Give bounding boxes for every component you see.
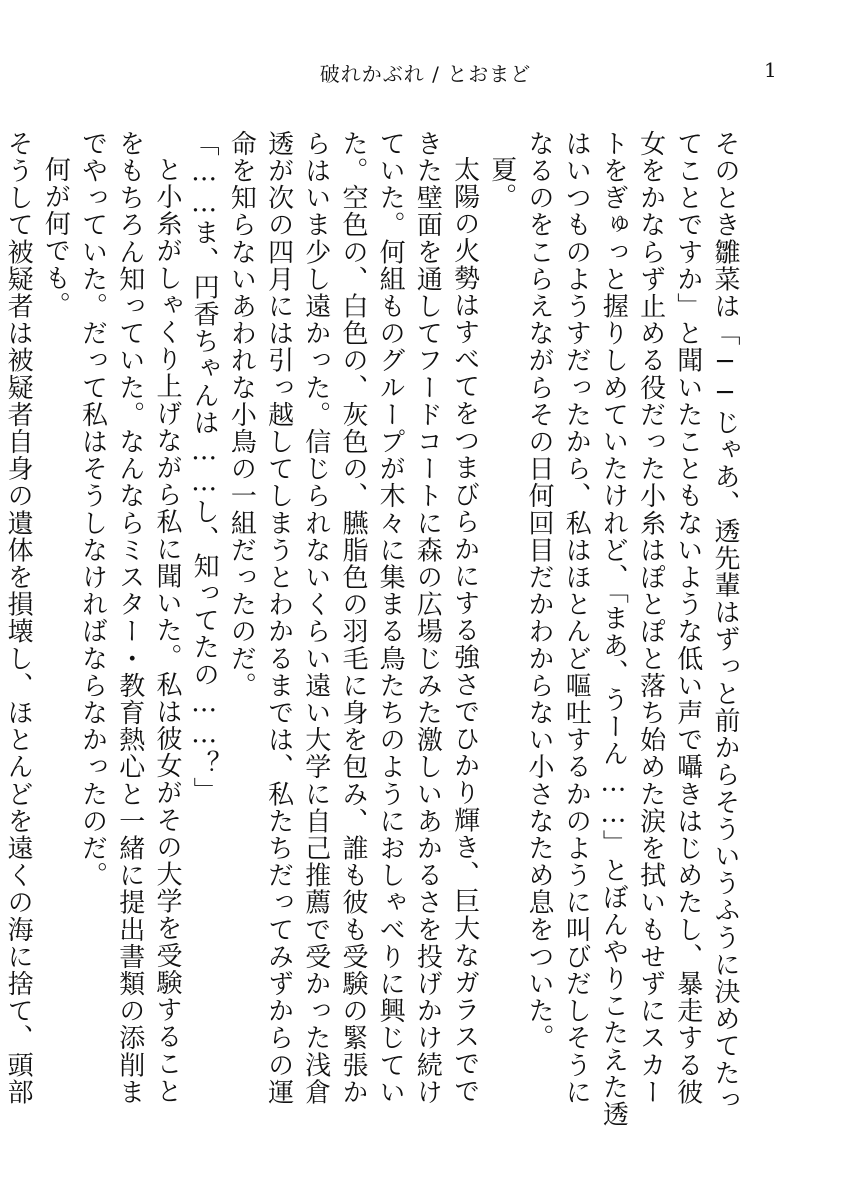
paragraph-3: 太陽の火勢はすべてをつまびらかにする強さでひかり輝き、巨大なガラスでできた壁面を通してフードコートに森の広場じみた激しいあかるさを投げかけ続けていた。何組ものグループが木々に集まる鳥たちのようにおしゃべりに興じていた。空色の、白色の、灰色の、臙脂色の羽毛に身を包み、誰も彼も受験の緊張からはいま少し遠かった。信じられないくらい遠い大学に自己推薦で受かった浅倉透が次の四月には引っ越してしまうとわかるまでは、私たちだってみずからの運命を知らないあわれな小鳥の一組だったのだ。 (226, 130, 480, 1106)
paragraph-5: と小糸がしゃくり上げながら私に聞いた。私は彼女がその大学を受験することをもちろん知っていた。なんならミスター・教育熱心と一緒に提出書類の添削までやっていた。だって私はそうしなければならなかったのだ。 (77, 130, 182, 1106)
paragraph-7: そうして被疑者は被疑者自身の遺体を損壊し、ほとんどを遠くの海に捨て、頭部 (3, 130, 34, 1106)
paragraph-2: 夏。 (486, 156, 517, 211)
paragraph-1: そのとき雛菜は「──じゃあ、透先輩はずっと前からそういうふうに決めてたってことですか」と聞いたこともないような低い声で囁きはじめたし、暴走する彼女をかならず止める役だった小糸はぽとぽと落ち始めた涙を拭いもせずにスカートをぎゅっと握りしめていたけれど、「まあ、うーん……」とぼんやりこたえた透はいつものようすだったから、私はほとんど嘔吐するかのように叫びだしそうになるのをこらえながらその日何回目だかわからない小さなため息をついた。 (523, 130, 740, 1128)
paragraph-6: 何が何でも。 (40, 156, 71, 319)
novel-body-text (0, 130, 743, 1130)
page-header-title: 破れかぶれ / とおまど (319, 62, 532, 86)
paragraph-4-dialogue: 「……ま、円香ちゃんは……し、知ってたの……？」 (189, 130, 220, 805)
page-number: 1 (764, 58, 777, 82)
